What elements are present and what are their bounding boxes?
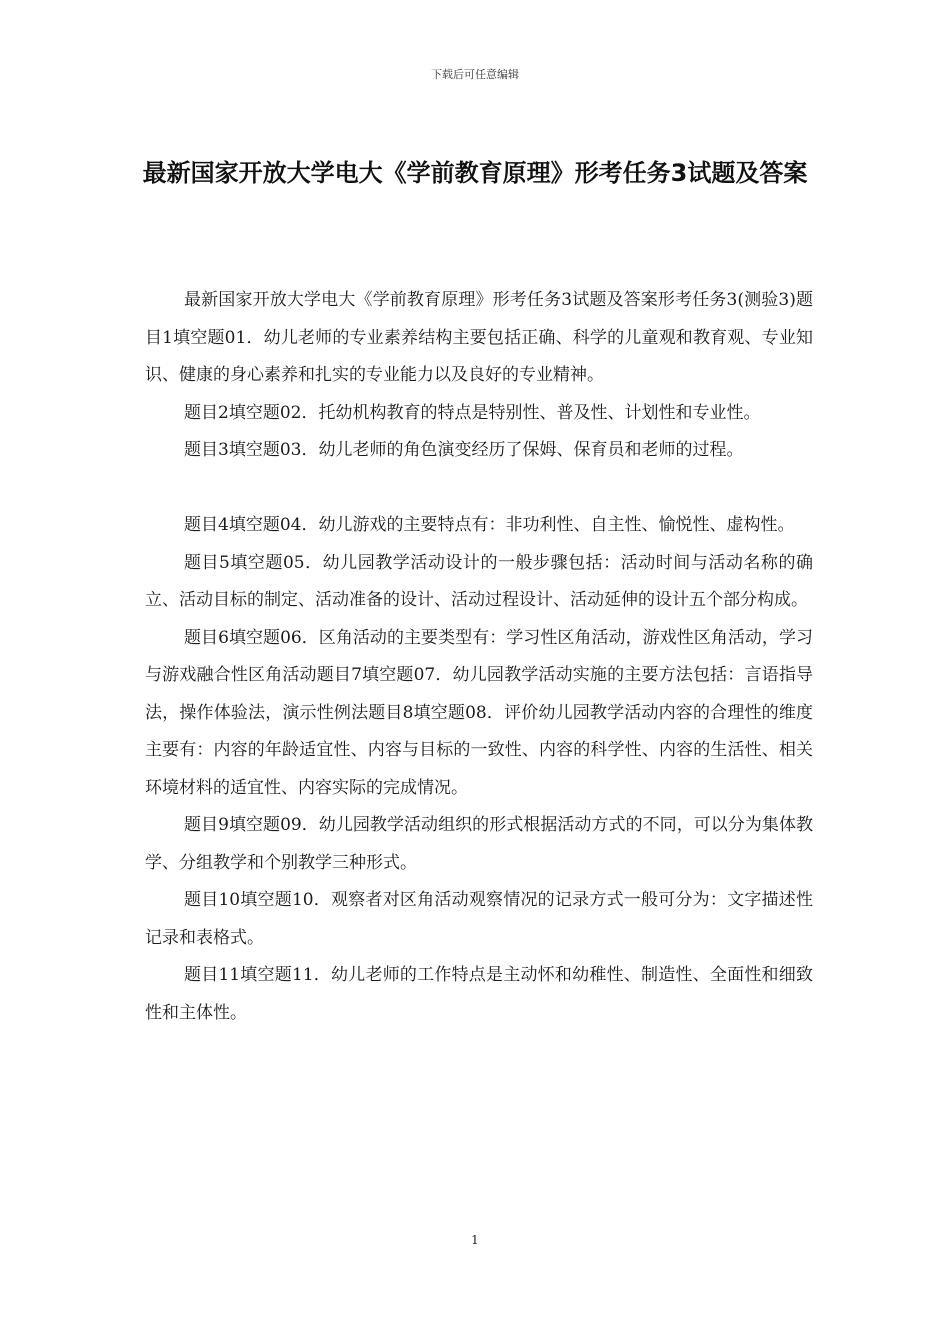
paragraph-intro-q1: 最新国家开放大学电大《学前教育原理》形考任务3试题及答案形考任务3(测验3)题目1填空题01．幼儿老师的专业素养结构主要包括正确、科学的儿童观和教育观、专业知识、健康的身心素养和扎实的专业能力以及良好的专业精神。: [145, 290, 813, 385]
document-body: [145, 282, 813, 1032]
paragraph-q3: 题目3填空题03．幼儿老师的角色演变经历了保姆、保育员和老师的过程。: [184, 440, 744, 460]
paragraph-q6-q8: 题目6填空题06．区角活动的主要类型有：学习性区角活动，游戏性区角活动，学习与游戏融合性区角活动题目7填空题07．幼儿园教学活动实施的主要方法包括：言语指导法，操作体验法，演示性例法题目8填空题08．评价幼儿园教学活动内容的合理性的维度主要有：内容的年龄适宜性、内容与目标的一致性、内容的科学性、内容的生活性、相关环境材料的适宜性、内容实际的完成情况。: [145, 627, 813, 798]
paragraph-q4: 题目4填空题04．幼儿游戏的主要特点有：非功利性、自主性、愉悦性、虚构性。: [184, 515, 795, 535]
paragraph-q2: 题目2填空题02．托幼机构教育的特点是特别性、普及性、计划性和专业性。: [184, 402, 761, 423]
page-number: 1: [471, 1233, 479, 1247]
paragraph-q5: 题目5填空题05．幼儿园教学活动设计的一般步骤包括：活动时间与活动名称的确立、活动目标的制定、活动准备的设计、活动过程设计、活动延伸的设计五个部分构成。: [145, 552, 813, 610]
paragraph-q10: 题目10填空题10．观察者对区角活动观察情况的记录方式一般可分为：文字描述性记录和表格式。: [145, 890, 813, 948]
paragraph-q9: 题目9填空题09．幼儿园教学活动组织的形式根据活动方式的不同，可以分为集体教学、分组教学和个别教学三种形式。: [145, 815, 813, 873]
page-header: 下载后可任意编辑: [431, 68, 519, 81]
paragraph-q11: 题目11填空题11．幼儿老师的工作特点是主动怀和幼稚性、制造性、全面性和细致性和主体性。: [145, 965, 813, 1023]
blank-line: [145, 470, 813, 508]
document-title: 最新国家开放大学电大《学前教育原理》形考任务3试题及答案: [142, 159, 808, 187]
